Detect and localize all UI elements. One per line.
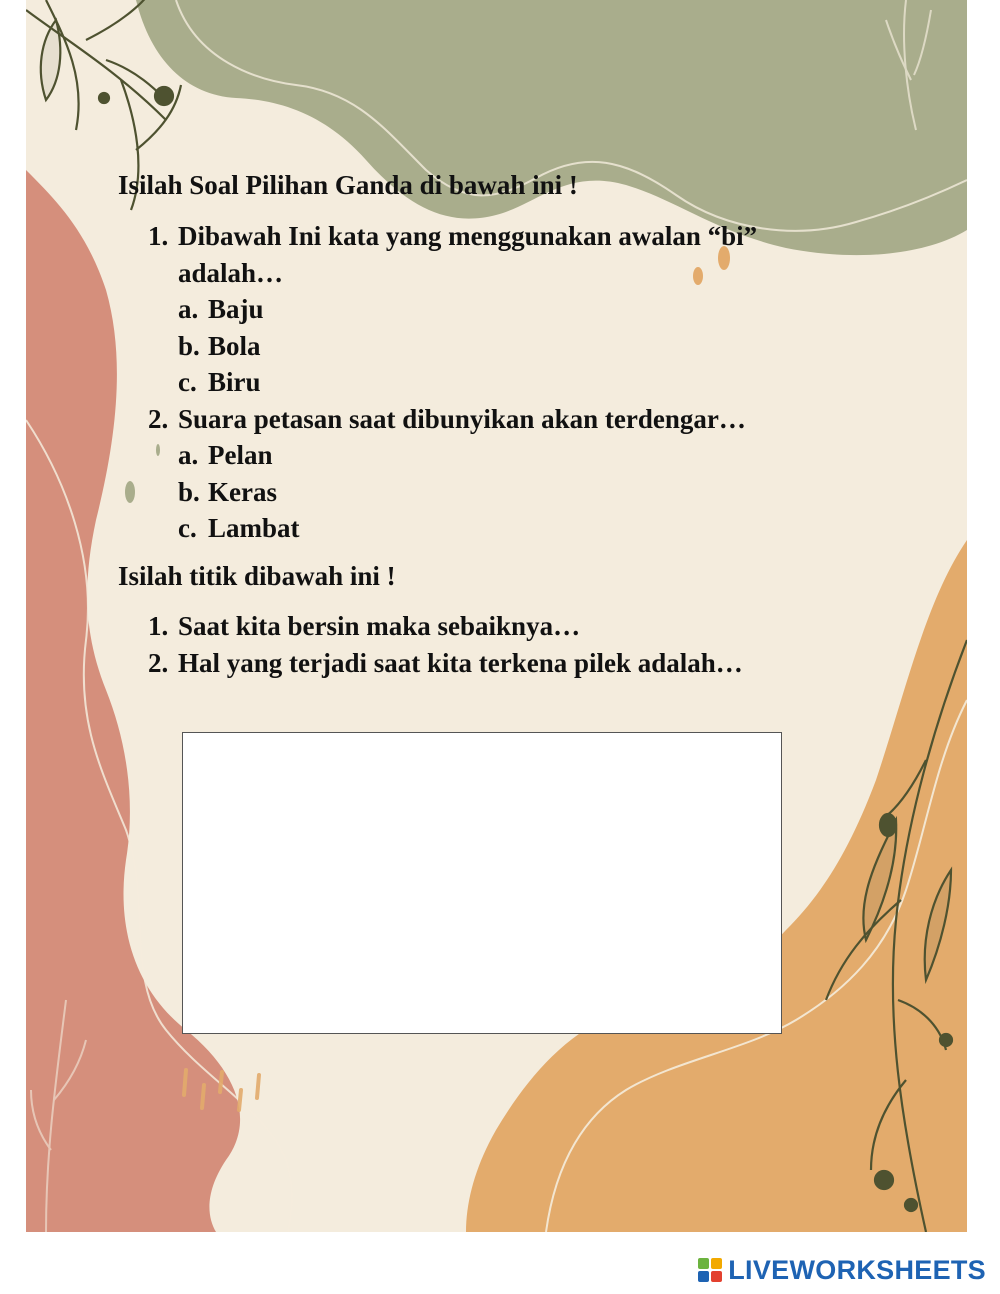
option-text: Bola [208, 330, 261, 361]
fill-in-list [148, 608, 848, 681]
multiple-choice-list [148, 218, 828, 547]
question-item [148, 218, 828, 401]
option-letter: c. [178, 513, 197, 543]
question-item [148, 645, 848, 682]
option-item [178, 291, 828, 328]
question-text: Suara petasan saat dibunyikan akan terdengar… [178, 403, 746, 434]
question-number: 2. [148, 647, 169, 678]
option-text: Keras [208, 476, 277, 507]
worksheet-page [26, 0, 967, 1232]
section-heading-multiple-choice: Isilah Soal Pilihan Ganda di bawah ini ! [118, 170, 578, 200]
option-text: Pelan [208, 440, 273, 470]
question-number: 1. [148, 221, 169, 251]
question-item [148, 608, 848, 645]
question-number: 1. [148, 611, 169, 641]
option-item [178, 474, 828, 511]
question-item [148, 401, 828, 547]
option-text: Lambat [208, 513, 300, 543]
option-letter: b. [178, 330, 200, 361]
option-item [178, 510, 828, 547]
option-item [178, 364, 828, 401]
question-text: Hal yang terjadi saat kita terkena pilek adalah… [178, 647, 743, 678]
option-letter: a. [178, 294, 199, 324]
option-letter: b. [178, 476, 200, 507]
question-text: Dibawah Ini kata yang menggunakan awalan “bi” adalah… [178, 221, 758, 288]
option-letter: c. [178, 367, 197, 397]
question-text: Saat kita bersin maka sebaiknya… [178, 611, 581, 641]
option-text: Biru [208, 367, 261, 397]
answer-input-box[interactable] [182, 732, 782, 1034]
question-number: 2. [148, 403, 169, 434]
option-item [178, 328, 828, 365]
option-item [178, 437, 828, 474]
section-heading-fill-in: Isilah titik dibawah ini ! [118, 561, 396, 591]
liveworksheets-logo[interactable] [698, 1254, 986, 1286]
logo-text: LIVEWORKSHEETS [728, 1254, 986, 1285]
sage-wave-shape [136, 0, 967, 255]
logo-blocks-icon [698, 1258, 722, 1282]
option-text: Baju [208, 294, 264, 324]
option-letter: a. [178, 440, 199, 470]
